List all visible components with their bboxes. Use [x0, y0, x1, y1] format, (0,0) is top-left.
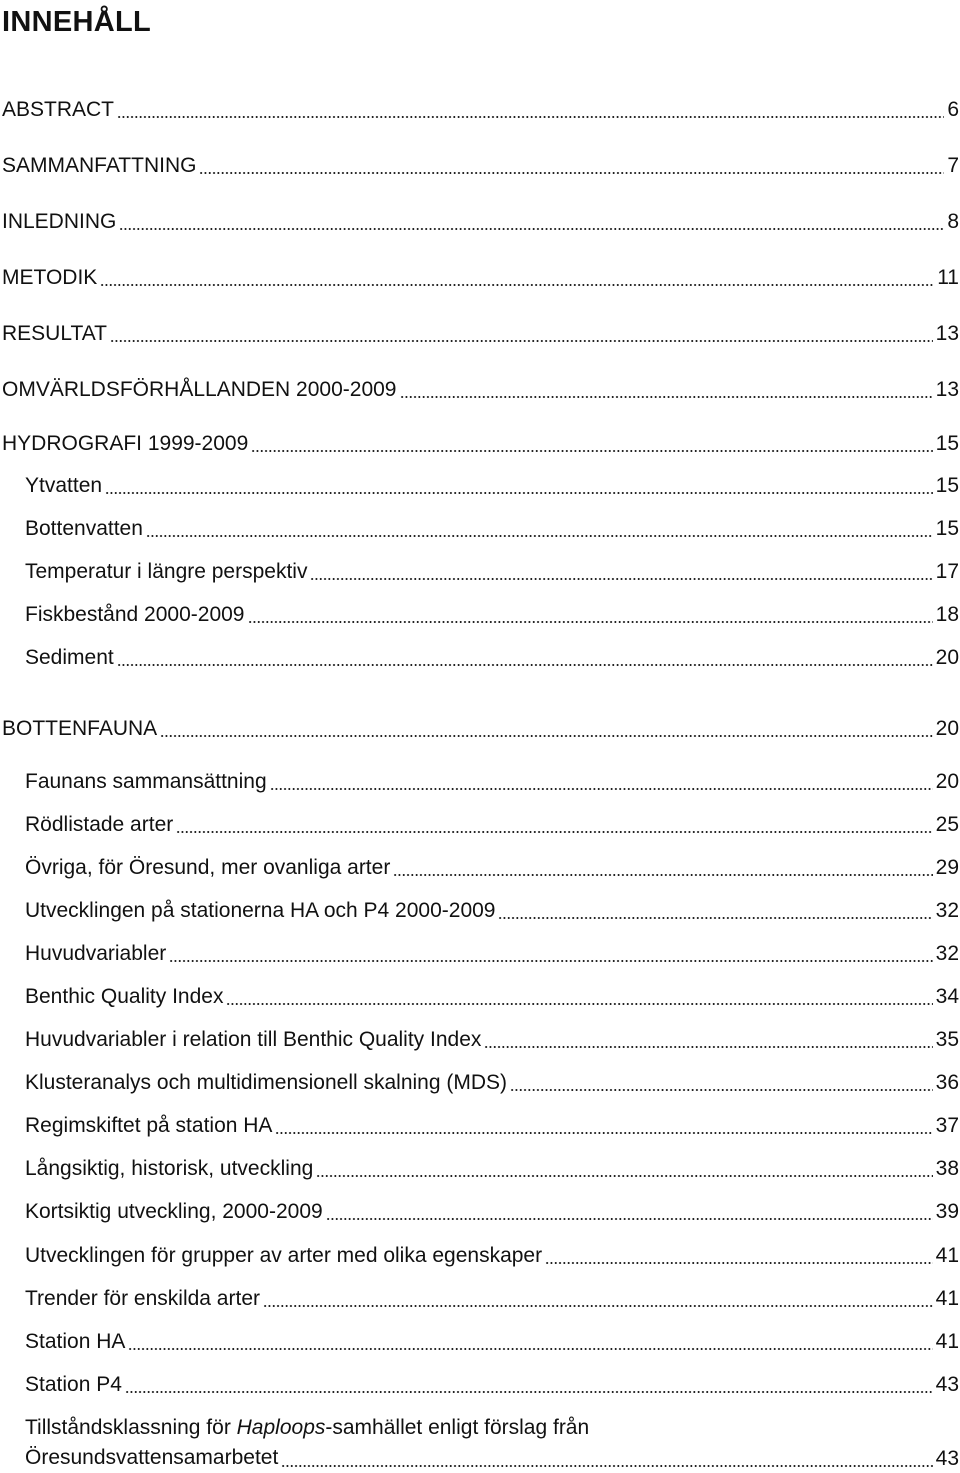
- toc-entry-page: 20: [935, 717, 959, 740]
- dot-leader: [393, 874, 932, 876]
- toc-entry-page: 38: [935, 1157, 959, 1180]
- toc-entry-label: SAMMANFATTNING: [2, 154, 197, 177]
- dot-leader: [310, 578, 932, 580]
- toc-entry[interactable]: [0, 898, 960, 924]
- toc-entry[interactable]: [0, 265, 960, 291]
- toc-entry-label: Fiskbestånd 2000-2009: [25, 603, 245, 626]
- toc-entry-label: BOTTENFAUNA: [2, 717, 158, 740]
- toc-entry[interactable]: [0, 209, 960, 235]
- toc-entry-label: Station HA: [25, 1330, 126, 1353]
- toc-entry-page: 15: [935, 517, 959, 540]
- toc-entry-page: 20: [935, 646, 959, 669]
- toc-entry-label: Långsiktig, historisk, utveckling: [25, 1157, 314, 1180]
- dot-leader: [498, 917, 932, 919]
- toc-entry[interactable]: [0, 516, 960, 542]
- dot-leader: [510, 1089, 933, 1091]
- toc-entry[interactable]: [0, 97, 960, 123]
- toc-entry-page: 15: [935, 432, 959, 455]
- toc-entry[interactable]: [0, 645, 960, 671]
- dot-leader: [110, 340, 933, 342]
- toc-entry[interactable]: [0, 1199, 960, 1225]
- dot-leader: [281, 1465, 932, 1467]
- toc-entry[interactable]: [0, 984, 960, 1010]
- toc-entry-page: 39: [935, 1200, 959, 1223]
- toc-entry-page: 41: [935, 1330, 959, 1353]
- toc-entry[interactable]: [0, 1070, 960, 1096]
- toc-entry[interactable]: [0, 716, 960, 742]
- dot-leader: [125, 1391, 933, 1393]
- dot-leader: [128, 1348, 932, 1350]
- toc-entry-label: Kortsiktig utveckling, 2000-2009: [25, 1200, 323, 1223]
- toc-entry-page: 8: [947, 210, 959, 233]
- toc-entry-label: Klusteranalys och multidimensionell skalning (MDS): [25, 1071, 508, 1094]
- dot-leader: [100, 284, 934, 286]
- toc-entry-page: 32: [935, 942, 959, 965]
- toc-entry-label: Rödlistade arter: [25, 813, 174, 836]
- toc-entry-page: 41: [935, 1244, 959, 1267]
- toc-entry[interactable]: [0, 1286, 960, 1312]
- toc-entry-page: 35: [935, 1028, 959, 1051]
- dot-leader: [263, 1305, 933, 1307]
- toc-entry-label: Station P4: [25, 1373, 122, 1396]
- toc-entry[interactable]: [0, 1243, 960, 1269]
- toc-entry-label-prefix: Tillståndsklassning för: [25, 1416, 237, 1439]
- toc-entry-label: Benthic Quality Index: [25, 985, 224, 1008]
- toc-entry-page: 36: [935, 1071, 959, 1094]
- toc-entry[interactable]: [0, 153, 960, 179]
- toc-entry-page: 11: [937, 266, 959, 289]
- toc-entry-label-line2: Öresundsvattensamarbetet: [25, 1446, 279, 1469]
- toc-entry-page: 20: [935, 770, 959, 793]
- toc-entry-page: 18: [935, 603, 959, 626]
- toc-entry-label: HYDROGRAFI 1999-2009: [2, 432, 249, 455]
- toc-entry-label-italic: Haploops: [236, 1416, 326, 1439]
- toc-entry-label: METODIK: [2, 266, 98, 289]
- dot-leader: [484, 1046, 932, 1048]
- dot-leader: [119, 228, 944, 230]
- toc-entry[interactable]: [0, 431, 960, 457]
- dot-leader: [326, 1218, 933, 1220]
- toc-entry-label: Utvecklingen på stationerna HA och P4 2000-2009: [25, 899, 496, 922]
- toc-entry-label: INLEDNING: [2, 210, 117, 233]
- dot-leader: [160, 735, 932, 737]
- toc-entry-label: Utvecklingen för grupper av arter med olika egenskaper: [25, 1244, 543, 1267]
- toc-entry[interactable]: [0, 855, 960, 881]
- toc-entry-label: Huvudvariabler: [25, 942, 167, 965]
- toc-entry-label: Bottenvatten: [25, 517, 143, 540]
- toc-entry-label: Sediment: [25, 646, 114, 669]
- toc-entry-page: 15: [935, 474, 959, 497]
- toc-heading: INNEHÅLL: [2, 6, 151, 38]
- dot-leader: [105, 492, 933, 494]
- dot-leader: [275, 1132, 932, 1134]
- toc-entry-page: 17: [935, 560, 959, 583]
- toc-entry-page: 43: [935, 1447, 959, 1470]
- toc-entry-page: 32: [935, 899, 959, 922]
- dot-leader: [251, 450, 932, 452]
- dot-leader: [176, 831, 932, 833]
- toc-entry[interactable]: [0, 602, 960, 628]
- toc-entry-page: 7: [947, 154, 959, 177]
- toc-entry-page: 29: [935, 856, 959, 879]
- toc-entry-label: Huvudvariabler i relation till Benthic Quality Index: [25, 1028, 482, 1051]
- toc-entry-page: 6: [947, 98, 959, 121]
- dot-leader: [146, 535, 933, 537]
- toc-entry[interactable]: [0, 1372, 960, 1398]
- dot-leader: [117, 116, 944, 118]
- dot-leader: [248, 621, 933, 623]
- dot-leader: [117, 664, 933, 666]
- toc-entry-label: Regimskiftet på station HA: [25, 1114, 273, 1137]
- toc-entry[interactable]: [0, 1027, 960, 1053]
- dot-leader: [199, 172, 944, 174]
- toc-entry-page: 37: [935, 1114, 959, 1137]
- toc-entry-label: Övriga, för Öresund, mer ovanliga arter: [25, 856, 391, 879]
- dot-leader: [545, 1262, 933, 1264]
- dot-leader: [400, 396, 933, 398]
- toc-entry[interactable]: [0, 769, 960, 795]
- toc-entry-multiline-leader-row[interactable]: [0, 1446, 960, 1472]
- toc-entry-label-suffix: -samhället enligt förslag från: [325, 1416, 590, 1439]
- toc-entry-page: 41: [935, 1287, 959, 1310]
- dot-leader: [316, 1175, 932, 1177]
- toc-entry[interactable]: [0, 321, 960, 347]
- dot-leader: [270, 788, 933, 790]
- toc-entry[interactable]: [0, 941, 960, 967]
- toc-entry[interactable]: [0, 559, 960, 585]
- toc-entry-page: 25: [935, 813, 959, 836]
- toc-entry-page: 13: [935, 322, 959, 345]
- toc-entry[interactable]: [0, 377, 960, 403]
- toc-entry-label: Temperatur i längre perspektiv: [25, 560, 308, 583]
- toc-entry-label: Trender för enskilda arter: [25, 1287, 260, 1310]
- toc-entry[interactable]: [0, 1113, 960, 1139]
- dot-leader: [169, 960, 932, 962]
- toc-entry[interactable]: [0, 1156, 960, 1182]
- toc-entry-label: Ytvatten: [25, 474, 103, 497]
- toc-entry-label: OMVÄRLDSFÖRHÅLLANDEN 2000-2009: [2, 378, 397, 401]
- toc-entry-label: ABSTRACT: [2, 98, 115, 121]
- toc-entry[interactable]: [0, 812, 960, 838]
- toc-entry-label: RESULTAT: [2, 322, 108, 345]
- toc-entry-page: 13: [935, 378, 959, 401]
- toc-entry[interactable]: [0, 473, 960, 499]
- toc-entry[interactable]: [0, 1329, 960, 1355]
- toc-entry-page: 43: [935, 1373, 959, 1396]
- dot-leader: [226, 1003, 932, 1005]
- toc-entry-page: 34: [935, 985, 959, 1008]
- toc-entry-label: Faunans sammansättning: [25, 770, 267, 793]
